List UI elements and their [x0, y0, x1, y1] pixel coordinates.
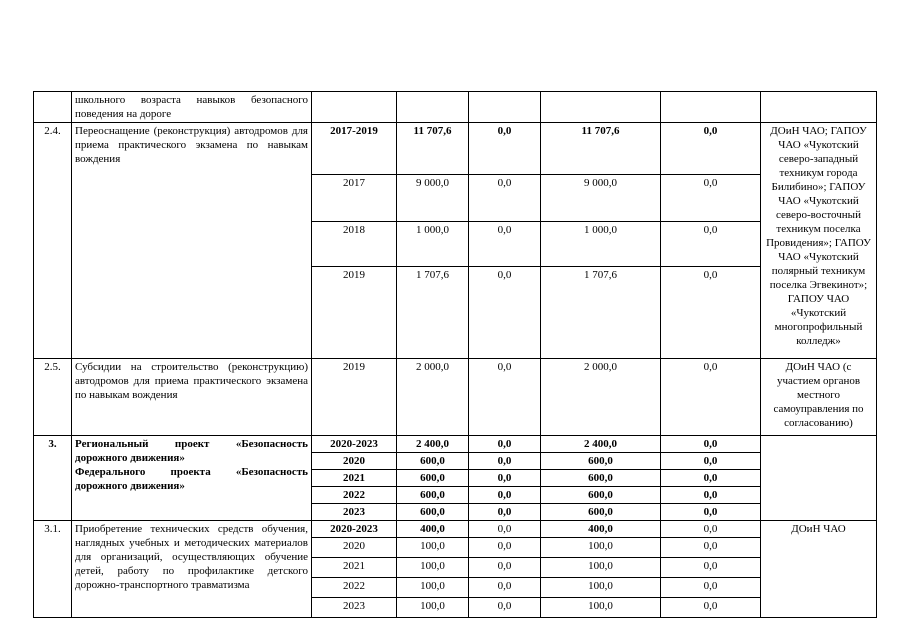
- cell-period: 2022: [312, 578, 397, 598]
- cell-regional: 600,0: [541, 470, 661, 487]
- cell-regional: 2 400,0: [541, 436, 661, 453]
- cell-local: 0,0: [661, 487, 761, 504]
- cell-name: Переоснащение (реконструкция) автодромов для приема практического экзамена по навыкам вождения: [72, 123, 312, 359]
- cell-federal: 0,0: [469, 487, 541, 504]
- cell-regional: 400,0: [541, 521, 661, 538]
- cell-name: Субсидии на строительство (реконструкцию) автодромов для приема практического экзамена по навыкам вождения: [72, 359, 312, 436]
- cell-executor: ДОиН ЧАО; ГАПОУ ЧАО «Чукотский северо-западный техникум города Билибино»; ГАПОУ ЧАО «Чукотский северо-восточный техникум поселка Провидения»; ГАПОУ ЧАО «Чукотский полярный техникум поселка Эгвекинот»; ГАПОУ ЧАО «Чукотский многопрофильный колледж»: [761, 123, 877, 359]
- cell-regional: 1 000,0: [541, 222, 661, 267]
- cell-federal: 0,0: [469, 453, 541, 470]
- cell-period: 2023: [312, 504, 397, 521]
- cell-num: [34, 92, 72, 123]
- cell-federal: 0,0: [469, 598, 541, 618]
- cell-local: 0,0: [661, 267, 761, 359]
- cell-local: 0,0: [661, 436, 761, 453]
- cell-regional: 600,0: [541, 453, 661, 470]
- cell-period: 2018: [312, 222, 397, 267]
- cell-federal: 0,0: [469, 578, 541, 598]
- cell-total: 100,0: [397, 558, 469, 578]
- cell-local: 0,0: [661, 359, 761, 436]
- cell-period: 2019: [312, 359, 397, 436]
- cell-period: 2020: [312, 453, 397, 470]
- cell-regional: 9 000,0: [541, 175, 661, 222]
- cell-total: 1 000,0: [397, 222, 469, 267]
- cell-total: 100,0: [397, 538, 469, 558]
- cell-total: 11 707,6: [397, 123, 469, 175]
- cell-num: 3.: [34, 436, 72, 521]
- cell-total: 600,0: [397, 487, 469, 504]
- cell-name: школьного возраста навыков безопасного поведения на дороге: [72, 92, 312, 123]
- cell-local: 0,0: [661, 538, 761, 558]
- cell-local: 0,0: [661, 175, 761, 222]
- project-title: Региональный проект «Безопасность дорожного движения»: [75, 438, 308, 464]
- cell-num: 2.4.: [34, 123, 72, 359]
- table-row: [34, 92, 877, 123]
- cell-period: 2017: [312, 175, 397, 222]
- cell-executor: ДОиН ЧАО (с участием органов местного самоуправления по согласованию): [761, 359, 877, 436]
- cell-regional: 600,0: [541, 504, 661, 521]
- cell-name: [72, 436, 312, 521]
- cell-period: 2023: [312, 598, 397, 618]
- cell-local: 0,0: [661, 453, 761, 470]
- cell-federal: 0,0: [469, 504, 541, 521]
- cell-period: 2017-2019: [312, 123, 397, 175]
- cell-executor: [761, 436, 877, 521]
- cell-period: 2020: [312, 538, 397, 558]
- cell-federal: 0,0: [469, 175, 541, 222]
- program-table: [33, 91, 877, 618]
- table-row: [34, 359, 877, 436]
- cell-num: 3.1.: [34, 521, 72, 618]
- cell-total: 2 400,0: [397, 436, 469, 453]
- cell-local: 0,0: [661, 558, 761, 578]
- cell-total: 600,0: [397, 504, 469, 521]
- table-row: [34, 123, 877, 175]
- cell-regional: 1 707,6: [541, 267, 661, 359]
- cell-executor: ДОиН ЧАО: [761, 521, 877, 618]
- cell-federal: 0,0: [469, 222, 541, 267]
- cell-total: 1 707,6: [397, 267, 469, 359]
- cell-federal: 0,0: [469, 359, 541, 436]
- cell-local: 0,0: [661, 123, 761, 175]
- cell-federal: 0,0: [469, 558, 541, 578]
- cell-federal: 0,0: [469, 267, 541, 359]
- cell-total: 600,0: [397, 470, 469, 487]
- cell-regional: 2 000,0: [541, 359, 661, 436]
- table-row: [34, 521, 877, 538]
- cell-period: 2020-2023: [312, 521, 397, 538]
- cell-period: 2022: [312, 487, 397, 504]
- cell-total: 400,0: [397, 521, 469, 538]
- cell-local: 0,0: [661, 598, 761, 618]
- federal-project-title: Федерального проекта «Безопасность дорожного движения»: [75, 466, 308, 492]
- cell-local: 0,0: [661, 504, 761, 521]
- cell-federal: 0,0: [469, 470, 541, 487]
- cell-federal: 0,0: [469, 538, 541, 558]
- cell-regional: 100,0: [541, 598, 661, 618]
- cell-federal: 0,0: [469, 123, 541, 175]
- cell-local: 0,0: [661, 521, 761, 538]
- cell-regional: 100,0: [541, 538, 661, 558]
- cell-period: 2020-2023: [312, 436, 397, 453]
- cell-local: 0,0: [661, 222, 761, 267]
- cell-local: 0,0: [661, 470, 761, 487]
- cell-local: 0,0: [661, 578, 761, 598]
- cell-total: 100,0: [397, 598, 469, 618]
- cell-num: 2.5.: [34, 359, 72, 436]
- cell-period: 2019: [312, 267, 397, 359]
- table-row: [34, 436, 877, 453]
- cell-federal: 0,0: [469, 436, 541, 453]
- cell-regional: 100,0: [541, 578, 661, 598]
- cell-total: 100,0: [397, 578, 469, 598]
- cell-federal: 0,0: [469, 521, 541, 538]
- cell-total: 600,0: [397, 453, 469, 470]
- cell-period: 2021: [312, 470, 397, 487]
- cell-regional: 100,0: [541, 558, 661, 578]
- cell-regional: 600,0: [541, 487, 661, 504]
- cell-total: 9 000,0: [397, 175, 469, 222]
- cell-regional: 11 707,6: [541, 123, 661, 175]
- cell-total: 2 000,0: [397, 359, 469, 436]
- cell-name: Приобретение технических средств обучения, наглядных учебных и методических материалов для организаций, осуществляющих обучение детей, работу по профилактике детского дорожно-транспортного травматизма: [72, 521, 312, 618]
- cell-period: 2021: [312, 558, 397, 578]
